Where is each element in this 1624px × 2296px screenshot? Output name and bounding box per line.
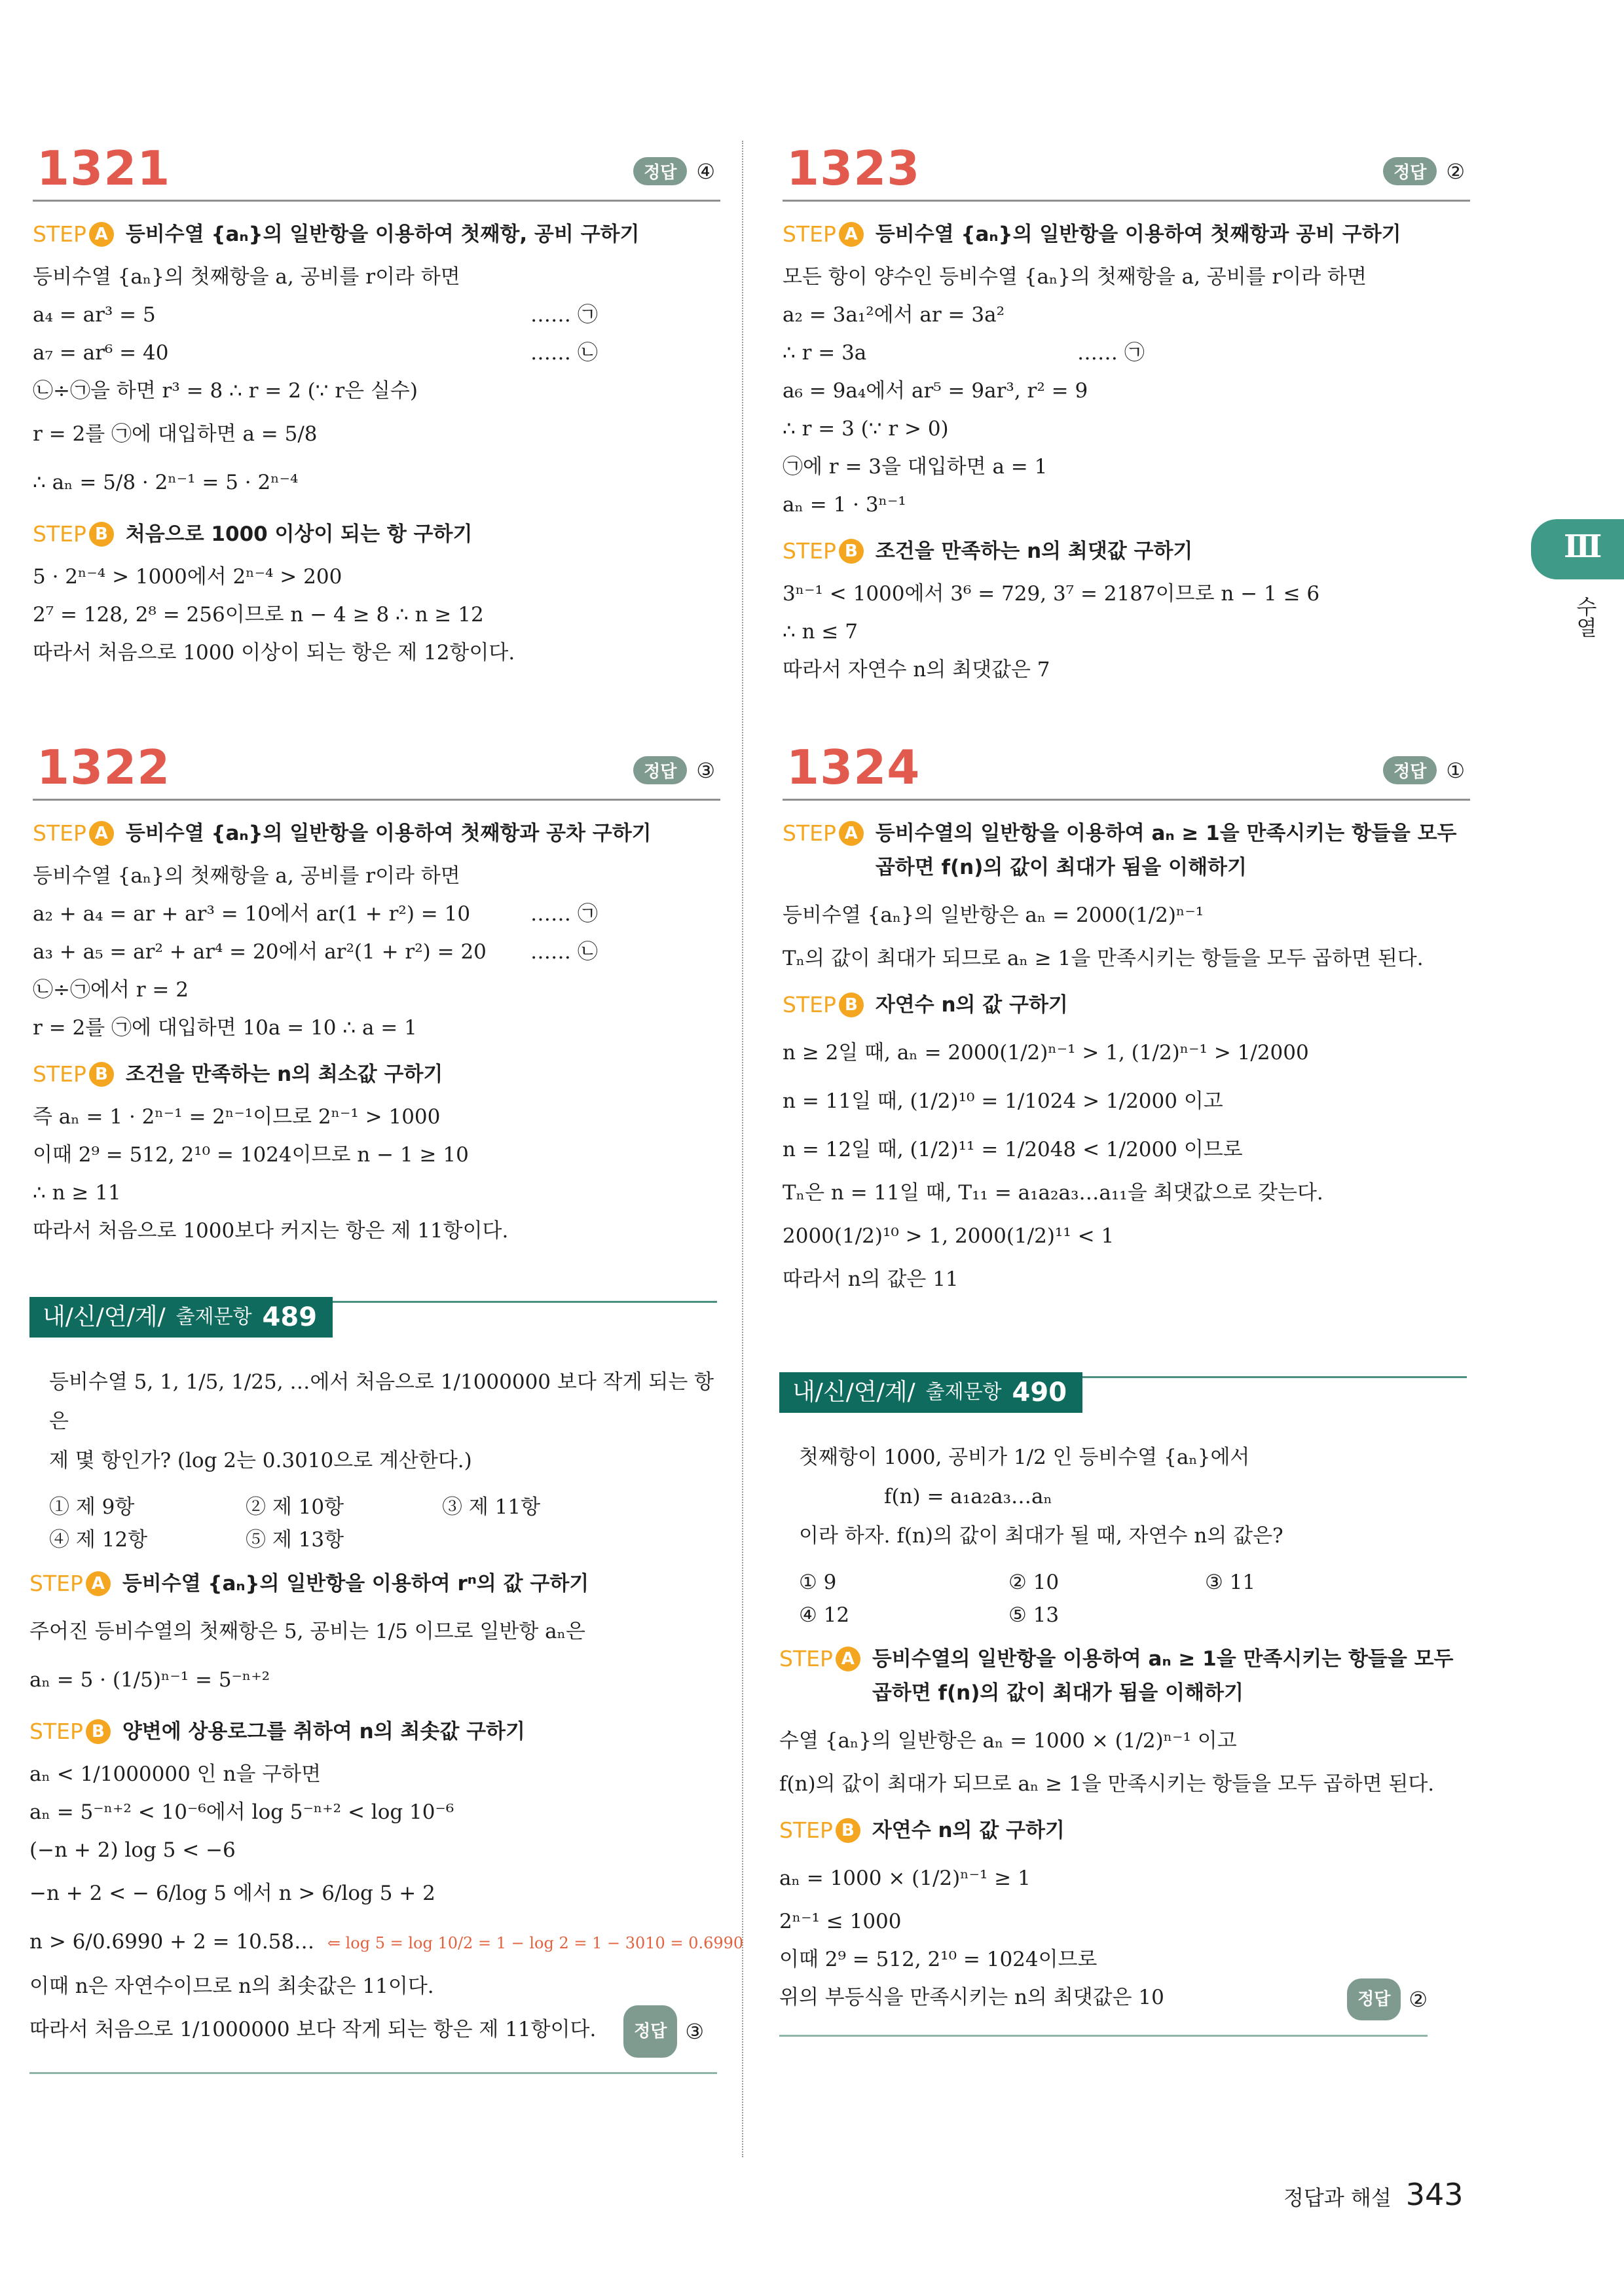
solution-line: 등비수열 {aₙ}의 첫째항을 a, 공비를 r이라 하면 — [33, 265, 460, 289]
problem-1323 — [783, 137, 1470, 689]
question-line: 등비수열 5, 1, 1/5, 1/25, …에서 처음으로 1/1000000 보다 작게 되는 항은 — [49, 1370, 714, 1433]
step-letter: B — [89, 522, 114, 547]
problem-header — [33, 137, 720, 202]
note-text: ⇐ log 5 = log 10/2 = 1 − log 2 = 1 − 3010 = 0.6990 — [327, 1934, 744, 1952]
banner-label: 내/신/연/계/ 출제문항 489 — [29, 1297, 333, 1338]
step-tag: STEP B — [33, 1057, 114, 1091]
banner-number: 489 — [262, 1302, 318, 1332]
answer-pill: 정답 — [623, 2005, 677, 2058]
solution-line: 모든 항이 양수인 등비수열 {aₙ}의 첫째항을 a, 공비를 r이라 하면 — [783, 265, 1367, 289]
step-title: 등비수열의 일반항을 이용하여 aₙ ≥ 1을 만족시키는 항들을 모두 곱하면 f(n)의 값이 최대가 됨을 이해하기 — [872, 1647, 1454, 1705]
answer-value: ① — [1446, 757, 1465, 783]
step-letter: A — [86, 1571, 111, 1596]
problem-1322 — [33, 737, 720, 1250]
step-tag: STEP A — [33, 217, 114, 251]
step-b — [779, 1813, 1467, 1848]
solution-line: 3ⁿ⁻¹ < 1000에서 3⁶ = 729, 3⁷ = 2187이므로 n − 1 ≤ 6 — [783, 582, 1320, 606]
solution-line: aₙ = 5 · (1/5)ⁿ⁻¹ = 5⁻ⁿ⁺² — [29, 1668, 270, 1692]
step-title: 등비수열 {aₙ}의 일반항을 이용하여 첫째항과 공차 구하기 — [125, 822, 652, 845]
step-a — [783, 816, 1470, 884]
problem-number: 1323 — [786, 141, 921, 196]
step-letter: A — [89, 222, 114, 247]
problem-1324 — [783, 737, 1470, 1298]
solution-line: aₙ < 1/1000000 인 n을 구하면 — [29, 1762, 322, 1786]
problem-number: 1321 — [37, 141, 171, 196]
choice: ④ 제 12항 — [49, 1528, 148, 1552]
solution-line: ㉠에 r = 3을 대입하면 a = 1 — [783, 455, 1048, 479]
page-footer — [1283, 2177, 1464, 2212]
solution-line: 이때 2⁹ = 512, 2¹⁰ = 1024이므로 n − 1 ≥ 10 — [33, 1143, 469, 1167]
answer-value: ② — [1446, 158, 1465, 184]
problem-header — [33, 737, 720, 801]
step-letter: B — [89, 1062, 114, 1087]
solution-line: f(n)의 값이 최대가 되므로 aₙ ≥ 1을 만족시키는 항들을 모두 곱하면 된다. — [779, 1772, 1435, 1796]
step-title: 자연수 n의 값 구하기 — [872, 1819, 1065, 1842]
solution-line: a₇ = ar⁶ = 40 …… ㉡ — [33, 334, 720, 372]
step-b — [783, 534, 1470, 568]
solution-line: 2000(1/2)¹⁰ > 1, 2000(1/2)¹¹ < 1 — [783, 1224, 1115, 1248]
choices — [49, 1491, 717, 1556]
solution-line: r = 2를 ㉠에 대입하면 10a = 10 ∴ a = 1 — [33, 1016, 417, 1040]
solution-line: 등비수열 {aₙ}의 일반항은 aₙ = 2000(1/2)ⁿ⁻¹ — [783, 903, 1204, 927]
question-line: 첫째항이 1000, 공비가 1/2 인 등비수열 {aₙ}에서 — [799, 1446, 1250, 1469]
choice: ④ 12 — [799, 1603, 850, 1627]
solution-line: n = 12일 때, (1/2)¹¹ = 1/2048 < 1/2000 이므로 — [783, 1138, 1243, 1161]
section-end-rule — [29, 2072, 717, 2074]
choice: ① 제 9항 — [49, 1495, 135, 1519]
chapter-tab — [1531, 519, 1624, 579]
answer-value: ③ — [696, 757, 715, 783]
step-title: 양변에 상용로그를 취하여 n의 최솟값 구하기 — [122, 1720, 525, 1743]
solution-line: ∴ n ≥ 11 — [33, 1181, 121, 1205]
linked-problem-489 — [29, 1293, 744, 2074]
solution-line: 따라서 처음으로 1/1000000 보다 작게 되는 항은 제 11항이다. 정답 ③ — [29, 2005, 717, 2054]
problem-number: 1324 — [786, 740, 921, 795]
step-title: 등비수열 {aₙ}의 일반항을 이용하여 rⁿ의 값 구하기 — [122, 1572, 589, 1595]
page-number: 343 — [1405, 2177, 1464, 2212]
solution-line: n ≥ 2일 때, aₙ = 2000(1/2)ⁿ⁻¹ > 1, (1/2)ⁿ⁻¹ > 1/2000 — [783, 1041, 1309, 1065]
step-tag: STEP A — [783, 816, 864, 850]
problem-header — [783, 737, 1470, 801]
step-tag: STEP B — [779, 1813, 860, 1848]
solution-line: 5 · 2ⁿ⁻⁴ > 1000에서 2ⁿ⁻⁴ > 200 — [33, 565, 342, 589]
banner-label: 내/신/연/계/ 출제문항 490 — [779, 1372, 1082, 1413]
choice: ⑤ 제 13항 — [246, 1528, 344, 1552]
step-letter: A — [839, 222, 864, 247]
banner — [29, 1293, 717, 1345]
answer-value: ④ — [696, 158, 715, 184]
answer-pill: 정답 — [633, 157, 687, 185]
question-line: 제 몇 항인가? (log 2는 0.3010으로 계산한다.) — [49, 1449, 472, 1472]
step-letter: B — [836, 1818, 860, 1843]
choice: ③ 11 — [1205, 1571, 1256, 1594]
step-tag: STEP A — [783, 217, 864, 251]
step-letter: B — [839, 993, 864, 1017]
answer-box — [633, 157, 715, 185]
solution-line: 따라서 n의 값은 11 — [783, 1267, 959, 1291]
solution-line: 2⁷ = 128, 2⁸ = 256이므로 n − 4 ≥ 8 ∴ n ≥ 12 — [33, 603, 484, 627]
solution-line: a₄ = ar³ = 5 …… ㉠ — [33, 296, 720, 334]
column-divider — [742, 141, 743, 2157]
solution-line: ∴ aₙ = 5/8 · 2ⁿ⁻¹ = 5 · 2ⁿ⁻⁴ — [33, 471, 299, 494]
problem-number: 1322 — [37, 740, 171, 795]
choices — [799, 1566, 1467, 1631]
step-letter: B — [839, 539, 864, 564]
solution-line: 따라서 처음으로 1000 이상이 되는 항은 제 12항이다. — [33, 641, 515, 665]
solution-line: a₂ + a₄ = ar + ar³ = 10에서 ar(1 + r²) = 10 …… ㉠ — [33, 895, 720, 933]
solution-line: 위의 부등식을 만족시키는 n의 최댓값은 10 정답 ② — [779, 1978, 1467, 2016]
step-tag: STEP B — [783, 534, 864, 568]
step-a — [29, 1567, 717, 1601]
chapter-roman: Ⅲ — [1564, 528, 1602, 565]
solution-line: −n + 2 < − 6/log 5 에서 n > 6/log 5 + 2 — [29, 1882, 435, 1905]
answer-value: ③ — [685, 2019, 704, 2044]
answer-pill: 정답 — [1347, 1978, 1401, 2020]
step-a — [779, 1642, 1467, 1710]
step-tag: STEP A — [29, 1567, 111, 1601]
step-title: 처음으로 1000 이상이 되는 항 구하기 — [125, 522, 473, 546]
solution-line: n = 11일 때, (1/2)¹⁰ = 1/1024 > 1/2000 이고 — [783, 1089, 1223, 1113]
solution-line: a₂ = 3a₁²에서 ar = 3a² — [783, 303, 1005, 327]
answer-box — [1383, 157, 1465, 185]
solution-line: ∴ r = 3a …… ㉠ — [783, 334, 1470, 372]
step-letter: A — [836, 1647, 860, 1671]
step-tag: STEP A — [779, 1642, 860, 1676]
step-title: 등비수열 {aₙ}의 일반항을 이용하여 첫째항, 공비 구하기 — [125, 223, 640, 246]
solution-line: 이때 2⁹ = 512, 2¹⁰ = 1024이므로 — [779, 1948, 1098, 1971]
answer-pill: 정답 — [1383, 157, 1437, 185]
step-a — [33, 217, 720, 251]
step-letter: A — [89, 821, 114, 846]
solution-line: aₙ = 5⁻ⁿ⁺² < 10⁻⁶에서 log 5⁻ⁿ⁺² < log 10⁻⁶ — [29, 1800, 454, 1824]
solution-line: Tₙ의 값이 최대가 되므로 aₙ ≥ 1을 만족시키는 항들을 모두 곱하면 된다. — [783, 947, 1424, 970]
solution-line: 이때 n은 자연수이므로 n의 최솟값은 11이다. — [29, 1975, 434, 1998]
solution-line: ㉡÷㉠에서 r = 2 — [33, 978, 189, 1002]
choice: ⑤ 13 — [1008, 1603, 1060, 1627]
answer-pill: 정답 — [1383, 756, 1437, 784]
step-tag: STEP B — [783, 988, 864, 1022]
step-letter: A — [839, 821, 864, 846]
step-title: 등비수열의 일반항을 이용하여 aₙ ≥ 1을 만족시키는 항들을 모두 곱하면 f(n)의 값이 최대가 됨을 이해하기 — [875, 822, 1457, 879]
chapter-label: 수열 — [1573, 596, 1598, 638]
linked-problem-490 — [779, 1368, 1467, 2037]
solution-line: ㉡÷㉠을 하면 r³ = 8 ∴ r = 2 (∵ r은 실수) — [33, 379, 418, 403]
banner-number: 490 — [1012, 1377, 1067, 1408]
answer-box — [623, 2005, 704, 2058]
problem-header — [783, 137, 1470, 202]
equation-mark: …… ㉠ — [1077, 341, 1145, 365]
step-b — [29, 1715, 717, 1749]
solution-line: 따라서 처음으로 1000보다 커지는 항은 제 11항이다. — [33, 1219, 509, 1243]
solution-line: 수열 {aₙ}의 일반항은 aₙ = 1000 × (1/2)ⁿ⁻¹ 이고 — [779, 1729, 1237, 1753]
choice: ① 9 — [799, 1571, 837, 1594]
solution-line: 등비수열 {aₙ}의 첫째항을 a, 공비를 r이라 하면 — [33, 864, 460, 888]
step-letter: B — [86, 1719, 111, 1744]
solution-line: 2ⁿ⁻¹ ≤ 1000 — [779, 1910, 902, 1933]
solution-line: (−n + 2) log 5 < −6 — [29, 1838, 236, 1862]
step-title: 등비수열 {aₙ}의 일반항을 이용하여 첫째항과 공비 구하기 — [875, 223, 1401, 246]
answer-value: ② — [1409, 1987, 1428, 2012]
step-title: 자연수 n의 값 구하기 — [875, 993, 1068, 1017]
solution-line: aₙ = 1 · 3ⁿ⁻¹ — [783, 493, 906, 517]
step-title: 조건을 만족하는 n의 최소값 구하기 — [125, 1063, 443, 1086]
choice: ② 제 10항 — [246, 1495, 344, 1519]
question-line: 이라 하자. f(n)의 값이 최대가 될 때, 자연수 n의 값은? — [799, 1524, 1283, 1548]
step-a — [33, 816, 720, 850]
solution-line: a₃ + a₅ = ar² + ar⁴ = 20에서 ar²(1 + r²) = 20 …… ㉡ — [33, 933, 720, 971]
solution-line: 따라서 자연수 n의 최댓값은 7 — [783, 658, 1050, 682]
equation-mark: …… ㉠ — [530, 902, 598, 926]
problem-1321 — [33, 137, 720, 672]
answer-box — [1383, 756, 1465, 784]
step-tag: STEP B — [33, 517, 114, 551]
choice: ③ 제 11항 — [442, 1495, 541, 1519]
choice: ② 10 — [1008, 1571, 1060, 1594]
step-tag: STEP A — [33, 816, 114, 850]
step-b — [783, 988, 1470, 1022]
step-b — [33, 517, 720, 551]
answer-pill: 정답 — [633, 756, 687, 784]
equation-mark: …… ㉡ — [530, 341, 598, 365]
section-end-rule — [779, 2035, 1428, 2037]
solution-line: r = 2를 ㉠에 대입하면 a = 5/8 — [33, 422, 318, 446]
banner — [779, 1368, 1467, 1421]
step-b — [33, 1057, 720, 1091]
answer-box — [1347, 1978, 1428, 2020]
equation-mark: …… ㉠ — [530, 303, 598, 327]
answer-box — [633, 756, 715, 784]
question-line: f(n) = a₁a₂a₃…aₙ — [884, 1485, 1052, 1508]
solution-line: ∴ r = 3 (∵ r > 0) — [783, 417, 949, 441]
solution-line: ∴ n ≤ 7 — [783, 620, 858, 644]
step-title: 조건을 만족하는 n의 최댓값 구하기 — [875, 539, 1193, 563]
solution-line: Tₙ은 n = 11일 때, T₁₁ = a₁a₂a₃…a₁₁을 최댓값으로 갖는다. — [783, 1181, 1323, 1205]
solution-line: 즉 aₙ = 1 · 2ⁿ⁻¹ = 2ⁿ⁻¹이므로 2ⁿ⁻¹ > 1000 — [33, 1105, 441, 1129]
solution-line: 주어진 등비수열의 첫째항은 5, 공비는 1/5 이므로 일반항 aₙ은 — [29, 1620, 586, 1643]
footer-label: 정답과 해설 — [1283, 2185, 1392, 2210]
solution-line: aₙ = 1000 × (1/2)ⁿ⁻¹ ≥ 1 — [779, 1867, 1031, 1890]
step-tag: STEP B — [29, 1715, 111, 1749]
step-a — [783, 217, 1470, 251]
solution-line: n > 6/0.6990 + 2 = 10.58… ⇐ log 5 = log 10/2 = 1 − log 2 = 1 − 3010 = 0.6990 — [29, 1930, 744, 1954]
solution-line: a₆ = 9a₄에서 ar⁵ = 9ar³, r² = 9 — [783, 379, 1088, 403]
equation-mark: …… ㉡ — [530, 940, 598, 964]
